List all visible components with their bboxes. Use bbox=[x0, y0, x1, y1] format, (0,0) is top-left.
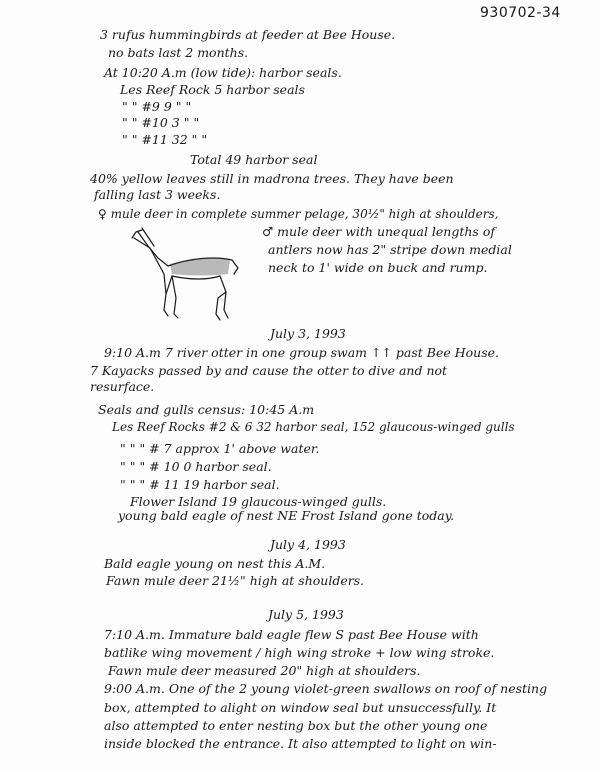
note-line: no bats last 2 months. bbox=[108, 45, 249, 60]
note-line: 9:00 A.m. One of the 2 young violet-green swallows on roof of nesting bbox=[104, 681, 548, 696]
note-line: young bald eagle of nest NE Frost Island gone today. bbox=[118, 508, 455, 523]
date-heading: July 3, 1993 bbox=[270, 326, 346, 341]
deer-body-shading bbox=[170, 258, 230, 276]
note-line: 7:10 A.m. Immature bald eagle flew S past Bee House with bbox=[104, 627, 479, 642]
note-line: batlike wing movement / high wing stroke + low wing stroke. bbox=[104, 645, 495, 660]
note-line: Les Reef Rocks #2 & 6 32 harbor seal, 152 glaucous-winged gulls bbox=[112, 420, 515, 434]
note-line: neck to 1' wide on buck and rump. bbox=[268, 260, 488, 275]
note-line: inside blocked the entrance. It also attempted to light on win- bbox=[104, 736, 497, 751]
note-line: " " " # 11 19 harbor seal. bbox=[120, 477, 280, 492]
note-line: At 10:20 A.m (low tide): harbor seals. bbox=[104, 65, 342, 80]
note-line: Fawn mule deer measured 20" high at shoulders. bbox=[108, 663, 421, 678]
note-line: " " #11 32 " " bbox=[122, 132, 208, 147]
date-heading: July 4, 1993 bbox=[270, 537, 346, 552]
note-line: box, attempted to alight on window seal but unsuccessfully. It bbox=[104, 700, 497, 715]
page-number: 930702-34 bbox=[480, 5, 561, 21]
note-line: 40% yellow leaves still in madrona trees. They have been bbox=[90, 171, 454, 186]
note-line: Fawn mule deer 21½" high at shoulders. bbox=[106, 573, 365, 588]
note-line: " " " # 10 0 harbor seal. bbox=[120, 459, 272, 474]
note-line: Flower Island 19 glaucous-winged gulls. bbox=[130, 494, 387, 509]
note-line: ♀ mule deer in complete summer pelage, 30½" high at shoulders, bbox=[98, 207, 499, 221]
note-line: antlers now has 2" stripe down medial bbox=[268, 242, 512, 257]
note-line: Les Reef Rock 5 harbor seals bbox=[120, 82, 305, 97]
note-line: " " #10 3 " " bbox=[122, 115, 200, 130]
note-line: falling last 3 weeks. bbox=[94, 187, 221, 202]
note-line: Seals and gulls census: 10:45 A.m bbox=[98, 402, 315, 417]
note-line: ♂ mule deer with unequal lengths of bbox=[262, 224, 495, 239]
note-line: resurface. bbox=[90, 379, 155, 394]
mule-deer-sketch bbox=[120, 218, 250, 333]
note-line: Total 49 harbor seal bbox=[190, 152, 318, 167]
note-line: 3 rufus hummingbirds at feeder at Bee House. bbox=[100, 27, 396, 42]
note-line: " " " # 7 approx 1' above water. bbox=[120, 441, 320, 456]
note-line: 9:10 A.m 7 river otter in one group swam ↑↑ past Bee House. bbox=[104, 345, 499, 360]
note-line: " " #9 9 " " bbox=[122, 99, 192, 114]
note-line: Bald eagle young on nest this A.M. bbox=[104, 556, 326, 571]
note-line: also attempted to enter nesting box but the other young one bbox=[104, 718, 488, 733]
date-heading: July 5, 1993 bbox=[268, 607, 344, 622]
note-line: 7 Kayacks passed by and cause the otter to dive and not bbox=[90, 363, 448, 378]
